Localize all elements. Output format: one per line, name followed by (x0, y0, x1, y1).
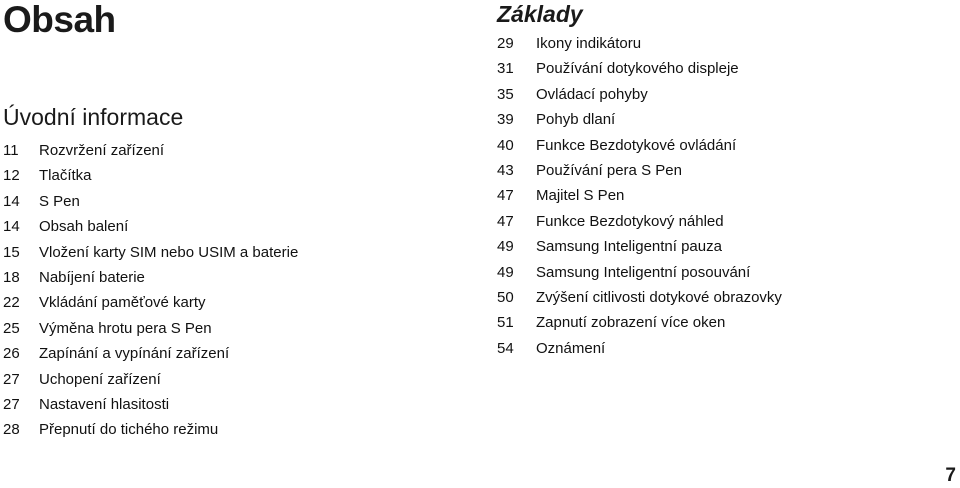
toc-entry-label: Samsung Inteligentní pauza (536, 238, 722, 256)
toc-entry-label: Uchopení zařízení (39, 370, 161, 388)
toc-entry[interactable] (3, 265, 298, 290)
toc-entry-label: Pohyb dlaní (536, 111, 616, 129)
toc-entry-label: Vložení karty SIM nebo USIM a baterie (39, 243, 299, 261)
toc-entry[interactable] (3, 290, 298, 315)
toc-entry-page-number: 27 (3, 370, 20, 388)
toc-entry-label: Funkce Bezdotykový náhled (536, 212, 724, 230)
toc-entry-page-number: 54 (497, 339, 514, 357)
toc-entry-page-number: 39 (497, 111, 514, 129)
page-title: Obsah (3, 0, 116, 40)
toc-entry[interactable] (497, 285, 782, 310)
toc-entry-label: Rozvržení zařízení (39, 142, 165, 159)
toc-entry[interactable] (497, 107, 782, 132)
toc-entry-page-number: 47 (497, 187, 514, 205)
toc-entry[interactable] (3, 417, 298, 442)
toc-entry-label: Zapínání a vypínání zařízení (39, 345, 230, 363)
toc-entry[interactable] (3, 163, 298, 188)
toc-entry-label: Používání dotykového displeje (536, 60, 739, 78)
toc-entry-label: Ovládací pohyby (536, 85, 648, 103)
toc-entry-label: Samsung Inteligentní posouvání (536, 263, 751, 281)
toc-entry-page-number: 28 (3, 421, 20, 439)
toc-entry-label: Majitel S Pen (536, 187, 625, 205)
toc-list-zaklady (497, 31, 782, 361)
toc-entry-page-number: 22 (3, 294, 20, 312)
section-heading-zaklady: Základy (497, 1, 583, 27)
toc-entry-label: S Pen (39, 192, 80, 210)
toc-entry-label: Funkce Bezdotykové ovládání (536, 136, 737, 154)
toc-entry-page-number: 12 (3, 167, 20, 185)
toc-entry[interactable] (3, 138, 298, 163)
toc-entry[interactable] (3, 316, 298, 341)
toc-entry-label: Tlačítka (39, 167, 92, 185)
toc-entry-label: Používání pera S Pen (536, 161, 682, 179)
toc-entry[interactable] (497, 209, 782, 234)
toc-entry[interactable] (497, 234, 782, 259)
toc-entry-page-number: 35 (497, 85, 514, 103)
toc-entry-label: Zapnutí zobrazení více oken (536, 314, 726, 332)
toc-entry-label: Obsah balení (39, 218, 129, 236)
toc-entry[interactable] (3, 367, 298, 392)
toc-entry[interactable] (3, 240, 298, 265)
toc-entry-page-number: 40 (497, 136, 514, 154)
toc-entry-page-number: 15 (3, 243, 20, 261)
toc-entry-label: Nastavení hlasitosti (39, 395, 170, 413)
toc-entry-page-number: 51 (497, 314, 514, 332)
toc-entry-page-number: 25 (3, 319, 20, 337)
toc-entry-page-number: 31 (497, 60, 514, 78)
toc-entry-label: Nabíjení baterie (39, 268, 145, 286)
section-heading-uvodni-informace: Úvodní informace (3, 104, 184, 130)
toc-entry-page-number: 27 (3, 395, 20, 413)
toc-entry-page-number: 50 (497, 288, 514, 306)
toc-entry-label: Oznámení (536, 339, 606, 357)
toc-entry-page-number: 14 (3, 218, 20, 236)
toc-entry[interactable] (497, 336, 782, 361)
toc-entry[interactable] (497, 133, 782, 158)
toc-entry-label: Ikony indikátoru (536, 35, 642, 52)
toc-entry-page-number: 26 (3, 345, 20, 363)
toc-entry-page-number: 14 (3, 192, 20, 210)
toc-list-uvodni-informace (3, 138, 298, 443)
toc-entry[interactable] (3, 189, 298, 214)
toc-entry[interactable] (497, 158, 782, 183)
toc-entry-page-number: 43 (497, 161, 514, 179)
page-number: 7 (945, 465, 956, 486)
toc-entry-page-number: 49 (497, 238, 514, 256)
toc-entry-page-number: 29 (497, 35, 514, 52)
toc-entry[interactable] (497, 31, 782, 56)
toc-entry[interactable] (3, 214, 298, 239)
toc-entry-label: Vkládání paměťové karty (39, 294, 206, 312)
toc-entry[interactable] (497, 310, 782, 335)
toc-entry-label: Přepnutí do tichého režimu (39, 421, 219, 439)
toc-entry[interactable] (3, 341, 298, 366)
toc-entry[interactable] (497, 260, 782, 285)
toc-entry-page-number: 49 (497, 263, 514, 281)
toc-entry[interactable] (497, 82, 782, 107)
toc-entry-label: Výměna hrotu pera S Pen (39, 319, 212, 337)
toc-entry-page-number: 18 (3, 268, 20, 286)
toc-entry[interactable] (497, 183, 782, 208)
toc-entry-page-number: 11 (3, 142, 19, 159)
toc-entry-page-number: 47 (497, 212, 514, 230)
toc-entry[interactable] (497, 56, 782, 81)
toc-entry[interactable] (3, 392, 298, 417)
toc-entry-label: Zvýšení citlivosti dotykové obrazovky (536, 288, 782, 306)
